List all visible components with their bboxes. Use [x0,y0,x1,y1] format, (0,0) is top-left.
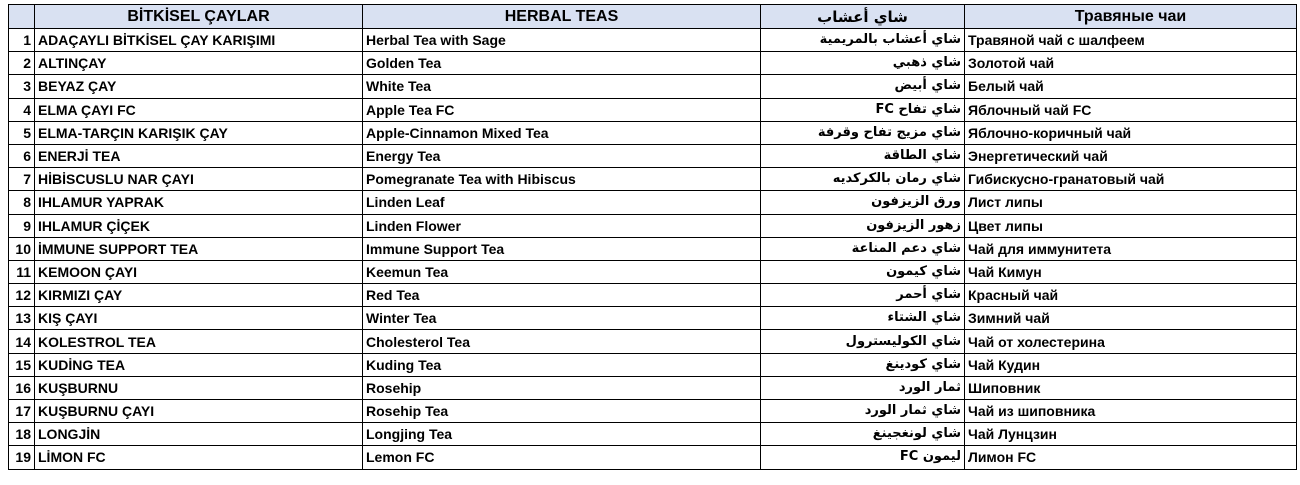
russian-name: Чай для иммунитета [965,237,1297,260]
arabic-name: شاي الكوليسترول [761,330,965,353]
english-name: Rosehip [363,376,761,399]
arabic-name: ليمون FC [761,446,965,469]
russian-name: Чай Кудин [965,353,1297,376]
table-row [9,307,1297,330]
row-number: 11 [9,260,35,283]
turkish-name: KOLESTROL TEA [35,330,363,353]
table-row [9,29,1297,52]
turkish-name: KIŞ ÇAYI [35,307,363,330]
header-russian: Травяные чаи [965,5,1297,29]
arabic-name: شاي لونغجينغ [761,423,965,446]
row-number: 19 [9,446,35,469]
header-row [9,5,1297,29]
turkish-name: HİBİSCUSLU NAR ÇAYI [35,168,363,191]
header-turkish: BİTKİSEL ÇAYLAR [35,5,363,29]
russian-name: Травяной чай с шалфеем [965,29,1297,52]
russian-name: Гибискусно-гранатовый чай [965,168,1297,191]
russian-name: Лист липы [965,191,1297,214]
russian-name: Шиповник [965,376,1297,399]
turkish-name: ADAÇAYLI BİTKİSEL ÇAY KARIŞIMI [35,29,363,52]
turkish-name: LONGJİN [35,423,363,446]
english-name: Pomegranate Tea with Hibiscus [363,168,761,191]
table-row [9,400,1297,423]
turkish-name: KUŞBURNU ÇAYI [35,400,363,423]
table-row [9,168,1297,191]
turkish-name: KIRMIZI ÇAY [35,284,363,307]
english-name: Winter Tea [363,307,761,330]
arabic-name: شاي دعم المناعة [761,237,965,260]
table-row [9,144,1297,167]
russian-name: Чай Лунцзин [965,423,1297,446]
english-name: Herbal Tea with Sage [363,29,761,52]
arabic-name: ثمار الورد [761,376,965,399]
row-number: 5 [9,121,35,144]
table-row [9,191,1297,214]
english-name: Energy Tea [363,144,761,167]
table-row [9,376,1297,399]
turkish-name: ALTINÇAY [35,52,363,75]
turkish-name: LİMON FC [35,446,363,469]
herbal-tea-table [8,4,1297,470]
english-name: Linden Flower [363,214,761,237]
russian-name: Чай от холестерина [965,330,1297,353]
table-row [9,237,1297,260]
english-name: Rosehip Tea [363,400,761,423]
turkish-name: ENERJİ TEA [35,144,363,167]
turkish-name: ELMA ÇAYI FC [35,98,363,121]
russian-name: Яблочно-коричный чай [965,121,1297,144]
russian-name: Чай из шиповника [965,400,1297,423]
arabic-name: شاي الطاقة [761,144,965,167]
row-number: 10 [9,237,35,260]
arabic-name: شاي كودينغ [761,353,965,376]
arabic-name: شاي مزيج تفاح وقرفة [761,121,965,144]
table-row [9,284,1297,307]
table-row [9,52,1297,75]
row-number: 18 [9,423,35,446]
table-row [9,330,1297,353]
arabic-name: شاي أحمر [761,284,965,307]
table-row [9,423,1297,446]
english-name: Linden Leaf [363,191,761,214]
english-name: Kuding Tea [363,353,761,376]
english-name: White Tea [363,75,761,98]
arabic-name: ورق الزيزفون [761,191,965,214]
header-english: HERBAL TEAS [363,5,761,29]
row-number: 17 [9,400,35,423]
english-name: Lemon FC [363,446,761,469]
table-row [9,98,1297,121]
english-name: Longjing Tea [363,423,761,446]
table-row [9,214,1297,237]
english-name: Cholesterol Tea [363,330,761,353]
russian-name: Зимний чай [965,307,1297,330]
turkish-name: KEMOON ÇAYI [35,260,363,283]
turkish-name: KUŞBURNU [35,376,363,399]
arabic-name: شاي ذهبي [761,52,965,75]
corner-cell [9,5,35,29]
arabic-name: شاي رمان بالكركديه [761,168,965,191]
row-number: 1 [9,29,35,52]
table-row [9,121,1297,144]
row-number: 6 [9,144,35,167]
row-number: 16 [9,376,35,399]
header-arabic: شاي أعشاب [761,5,965,29]
turkish-name: KUDİNG TEA [35,353,363,376]
row-number: 3 [9,75,35,98]
arabic-name: شاي ثمار الورد [761,400,965,423]
table-row [9,75,1297,98]
arabic-name: شاي الشتاء [761,307,965,330]
row-number: 7 [9,168,35,191]
turkish-name: IHLAMUR YAPRAK [35,191,363,214]
table-body [9,29,1297,470]
arabic-name: شاي أعشاب بالمريمية [761,29,965,52]
russian-name: Яблочный чай FC [965,98,1297,121]
turkish-name: IHLAMUR ÇİÇEK [35,214,363,237]
table-row [9,446,1297,469]
russian-name: Лимон FC [965,446,1297,469]
english-name: Golden Tea [363,52,761,75]
row-number: 9 [9,214,35,237]
row-number: 14 [9,330,35,353]
russian-name: Цвет липы [965,214,1297,237]
row-number: 4 [9,98,35,121]
russian-name: Белый чай [965,75,1297,98]
row-number: 15 [9,353,35,376]
turkish-name: ELMA-TARÇIN KARIŞIK ÇAY [35,121,363,144]
russian-name: Энергетический чай [965,144,1297,167]
row-number: 2 [9,52,35,75]
english-name: Apple-Cinnamon Mixed Tea [363,121,761,144]
row-number: 12 [9,284,35,307]
english-name: Immune Support Tea [363,237,761,260]
row-number: 13 [9,307,35,330]
english-name: Keemun Tea [363,260,761,283]
turkish-name: İMMUNE SUPPORT TEA [35,237,363,260]
turkish-name: BEYAZ ÇAY [35,75,363,98]
russian-name: Чай Кимун [965,260,1297,283]
arabic-name: شاي أبيض [761,75,965,98]
table-row [9,353,1297,376]
russian-name: Золотой чай [965,52,1297,75]
arabic-name: شاي كيمون [761,260,965,283]
english-name: Red Tea [363,284,761,307]
table-row [9,260,1297,283]
arabic-name: زهور الزيزفون [761,214,965,237]
arabic-name: شاي تفاح FC [761,98,965,121]
russian-name: Красный чай [965,284,1297,307]
english-name: Apple Tea FC [363,98,761,121]
row-number: 8 [9,191,35,214]
